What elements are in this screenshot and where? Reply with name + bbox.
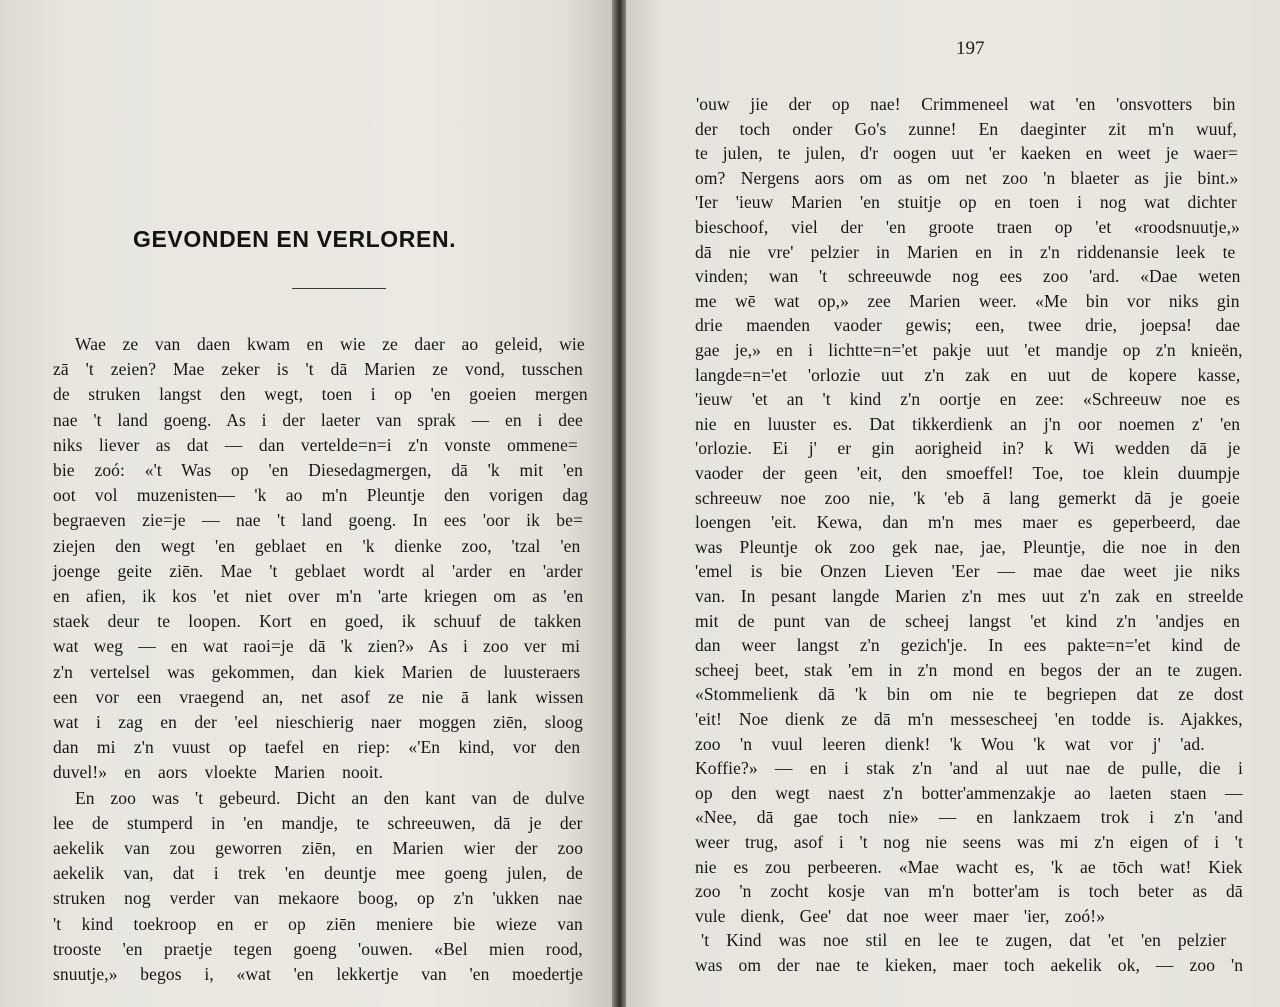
text-line: aekelik van, dat i trek 'en deuntje mee goeng julen, de — [53, 863, 583, 884]
text-line: z'n vertelsel was gekommen, dan kiek Marien de luusteraers — [53, 661, 581, 682]
text-line: dā nie vre' pelzier in Marien en in z'n riddenansie leek te — [695, 241, 1236, 262]
text-line: staek deur te loopen. Kort en goed, ik schuuf de takken — [53, 611, 582, 632]
text-line: was Pleuntje ok zoo gek nae, jae, Pleuntje, die noe in den — [695, 536, 1241, 557]
text-line: mit de punt van de scheej langst 'et kind z'n 'andjes en — [695, 610, 1240, 631]
text-line: bie zoó: «'t Was op 'en Diesedagmergen, dā 'k mit 'en — [53, 460, 583, 480]
text-line: was om der nae te kieken, maer toch aekelik ok, — zoo 'n — [695, 955, 1244, 975]
text-line: drie maenden vaoder gewis; een, twee drie, joepsa! dae — [695, 315, 1241, 336]
text-line: nie es zou perbeeren. «Mae wacht es, 'k ae tōch wat! Kiek — [695, 856, 1243, 877]
text-line: 'orlozie. Ei j' er gin aorigheid in? k Wi wedden dā je — [695, 438, 1241, 459]
text-line: 't kind toekroop en er op ziēn meniere bie wieze van — [53, 913, 583, 934]
text-line: nae 't land goeng. As i der laeter van sprak — en i dee — [53, 409, 583, 430]
text-line: 'ieuw 'et an 't kind z'n oortje en zee: «Schreeuw noe es — [695, 389, 1241, 410]
text-line: «Nee, dā gae toch nie» — en lankzaem trok i z'n 'and — [695, 807, 1243, 828]
right-page — [626, 0, 1280, 1007]
text-line: een vor een vraegend an, net asof ze nie ā lank wissen — [53, 686, 584, 707]
text-line: joenge geite ziēn. Mae 't geblaet wordt al 'arder en 'arder — [53, 560, 583, 581]
text-line: ziejen den wegt 'en geblaet en 'k dienke zoo, 'tzal 'en — [53, 535, 581, 556]
text-line: 'eit! Noe dienk ze dā m'n messescheej 'en todde is. Ajakkes, — [695, 709, 1243, 729]
text-line: dan mi z'n vuust op taefel en riep: «'En kind, vor den — [53, 737, 581, 758]
text-line: 'emel is bie Onzen Lieven 'Eer — mae dae weet jie niks — [695, 561, 1241, 582]
text-line: langde=n='et 'orlozie uut z'n zak en uut de kopere kasse, — [695, 364, 1241, 385]
text-line: wat i zag en der 'eel nieschierig naer moggen ziēn, sloog — [53, 712, 583, 732]
text-line: me wē wat op,» zee Marien weer. «Me bin vor niks gin — [695, 290, 1240, 311]
text-line: schreeuw noe zoo nie, 'k 'eb ā lang gemerkt dā je goeie — [695, 487, 1240, 508]
text-line: nie en luuster es. Dat tikkerdienk an j'n oor noemen z' 'en — [695, 413, 1241, 434]
text-line: en afien, ik kos 'et niet over m'n 'arte kriegen om as 'en — [53, 586, 584, 606]
text-line: loengen 'eit. Kewa, dan m'n mes maer es geperbeerd, dae — [695, 512, 1241, 533]
text-line: trooste 'en praetje tegen goeng 'ouwen. «Bel mien rood, — [53, 938, 583, 959]
text-line: aekelik van zou geworren ziēn, en Marien wier der zoo — [53, 838, 584, 858]
text-line: der toch onder Go's zunne! En daeginter zit m'n wuuf, — [695, 118, 1237, 139]
title-divider — [292, 288, 386, 289]
text-line: vule dienk, Gee' dat noe weer maer 'ier, zoó!» — [695, 905, 1106, 926]
text-line: struken nog verder van mekaore boog, op z'n 'ukken nae — [53, 888, 583, 909]
left-page — [0, 0, 612, 1007]
text-line: vinden; wan 't schreeuwde nog ees zoo 'ard. «Dae weten — [695, 266, 1241, 287]
text-line: de struken langst den wegt, toen i op 'en goeien mergen — [53, 384, 588, 405]
book-gutter — [612, 0, 626, 1007]
text-line: op den wegt naest z'n botter'ammenzakje ao laeten staen — — [695, 782, 1243, 803]
text-line: Wae ze van daen kwam en wie ze daer ao geleid, wie — [75, 334, 585, 354]
text-line: zā 't zeien? Mae zeker is 't dā Marien ze vond, tusschen — [53, 359, 583, 380]
text-line: snuutje,» begos i, «wat 'en lekkertje van 'en moedertje — [53, 964, 584, 984]
text-line: 't Kind was noe stil en lee te zugen, dat 'et 'en pelzier — [701, 930, 1227, 951]
text-line: 'Ier 'ieuw Marien 'en stuitje op en toen i nog wat dichter — [695, 192, 1237, 213]
text-line: niks liever as dat — dan vertelde=n=i z'n vonste ommene= — [53, 434, 578, 455]
text-line: zoo 'n vuul leeren dienk! 'k Wou 'k wat vor j' 'ad. — [695, 733, 1205, 754]
text-line: En zoo was 't gebeurd. Dicht an den kant van de dulve — [75, 787, 585, 808]
text-line: om? Nergens aors om as om net zoo 'n blaeter as jie bint.» — [695, 167, 1239, 188]
text-line: begraeven zie=je — nae 't land goeng. In ees 'oor ik be= — [53, 510, 583, 531]
text-line: van. In pesant langde Marien z'n mes uut z'n zak en streelde — [695, 586, 1244, 606]
text-line: 'ouw jie der op nae! Crimmeneel wat 'en 'onsvotters bin — [696, 94, 1236, 114]
text-line: gae je,» en i lichtte=n='et pakje uut 'et mandje op z'n knieën, — [695, 340, 1243, 360]
text-line: zoo 'n zocht kosje van m'n botter'am is toch beter as dā — [695, 881, 1243, 902]
page-number: 197 — [956, 38, 985, 59]
text-line: «Stommelienk dā 'k bin om nie te begriepen dat ze dost — [695, 684, 1244, 705]
text-line: oot vol muzenisten— 'k ao m'n Pleuntje den vorigen dag — [53, 485, 588, 506]
chapter-title: GEVONDEN EN VERLOREN. — [133, 226, 457, 252]
text-line: duvel!» en aors vloekte Marien nooit. — [53, 762, 384, 783]
text-line: vaoder der geen 'eit, den smoeffel! Toe, toe klein duumpje — [695, 463, 1240, 483]
text-line: wat weg — en wat raoi=je dā 'k zien?» As i zoo ver mi — [53, 636, 581, 657]
text-line: bieschoof, viel der 'en groote traen op 'et «roodsnuutje,» — [695, 217, 1240, 237]
text-line: weer trug, asof i 't nog nie seens was mi z'n eigen of i 't — [695, 832, 1243, 852]
text-line: scheej beet, stak 'em in z'n mond en begos der an te zugen. — [695, 659, 1243, 680]
text-line: te julen, te julen, d'r oogen uut 'er kaeken en weet je waer= — [695, 143, 1238, 164]
text-line: Koffie?» — en i stak z'n 'and al uut nae de pulle, die i — [695, 758, 1243, 779]
text-line: lee de stumperd in 'en mandje, te schreeuwen, dā je der — [53, 812, 583, 833]
text-line: dan weer langst z'n gezich'je. In ees pakte=n='et kind de — [695, 635, 1241, 656]
